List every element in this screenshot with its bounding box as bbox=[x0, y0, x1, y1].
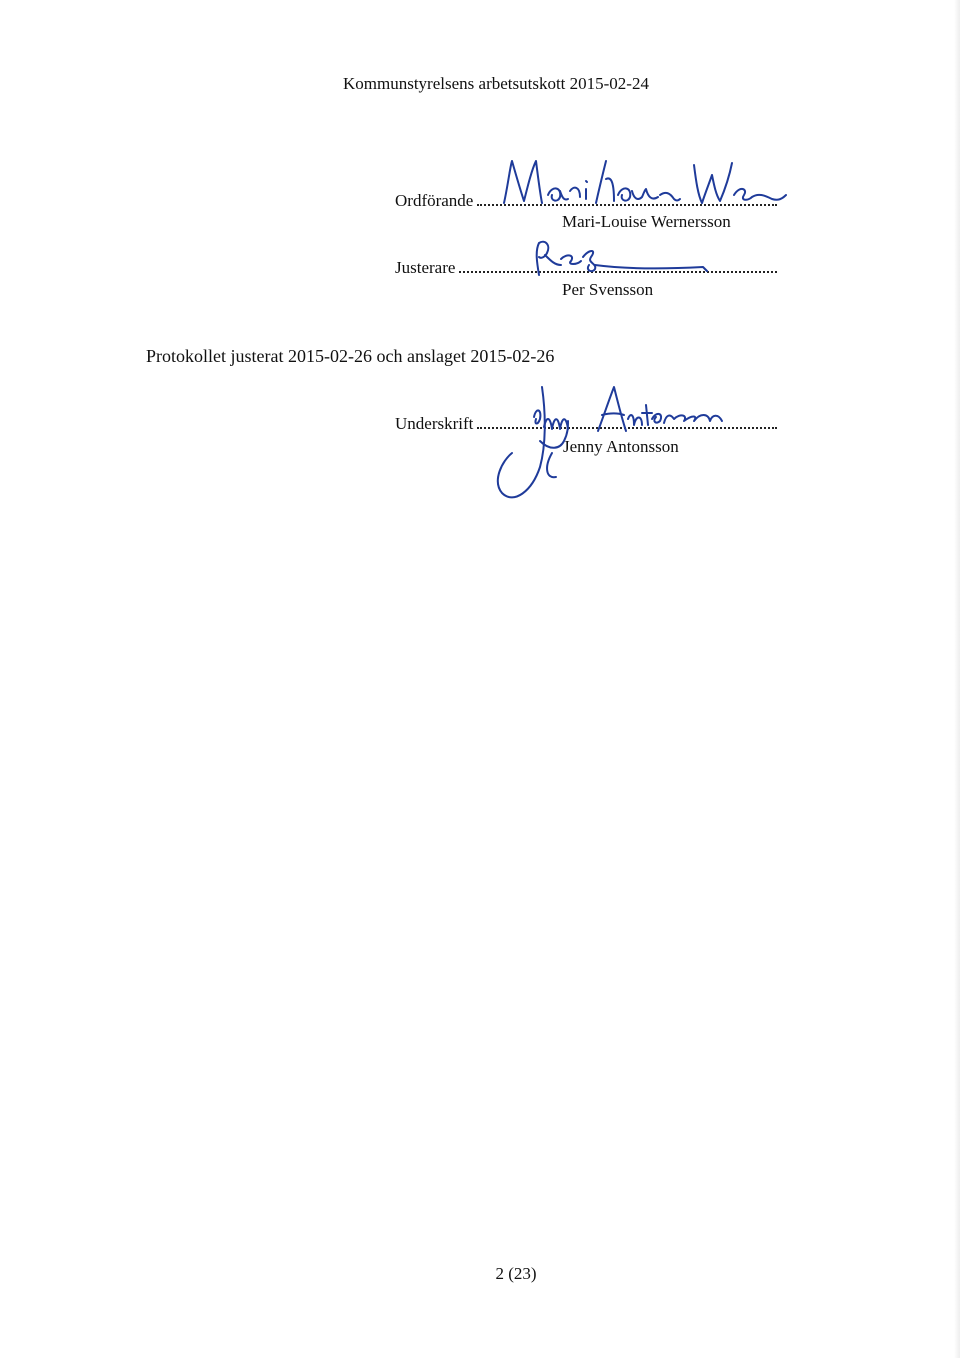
adjustment-statement: Protokollet justerat 2015-02-26 och anslaget 2015-02-26 bbox=[146, 346, 555, 366]
signatory-name-underskrift: Jenny Antonsson bbox=[563, 437, 679, 456]
page-edge-shadow bbox=[954, 0, 960, 1358]
signature-role-adjuster: Justerare bbox=[395, 258, 456, 277]
page-number: 2 (23) bbox=[495, 1264, 537, 1283]
signature-role-underskrift: Underskrift bbox=[395, 414, 474, 433]
document-header: Kommunstyrelsens arbetsutskott 2015-02-24 bbox=[343, 74, 649, 93]
signatory-name-chair: Mari-Louise Wernersson bbox=[562, 212, 731, 231]
signatory-name-adjuster: Per Svensson bbox=[562, 280, 654, 299]
handwritten-signature-chair bbox=[490, 155, 790, 215]
handwritten-signature-underskrift bbox=[480, 375, 730, 515]
handwritten-signature-adjuster bbox=[525, 235, 715, 280]
signature-role-chair: Ordförande bbox=[395, 191, 474, 210]
